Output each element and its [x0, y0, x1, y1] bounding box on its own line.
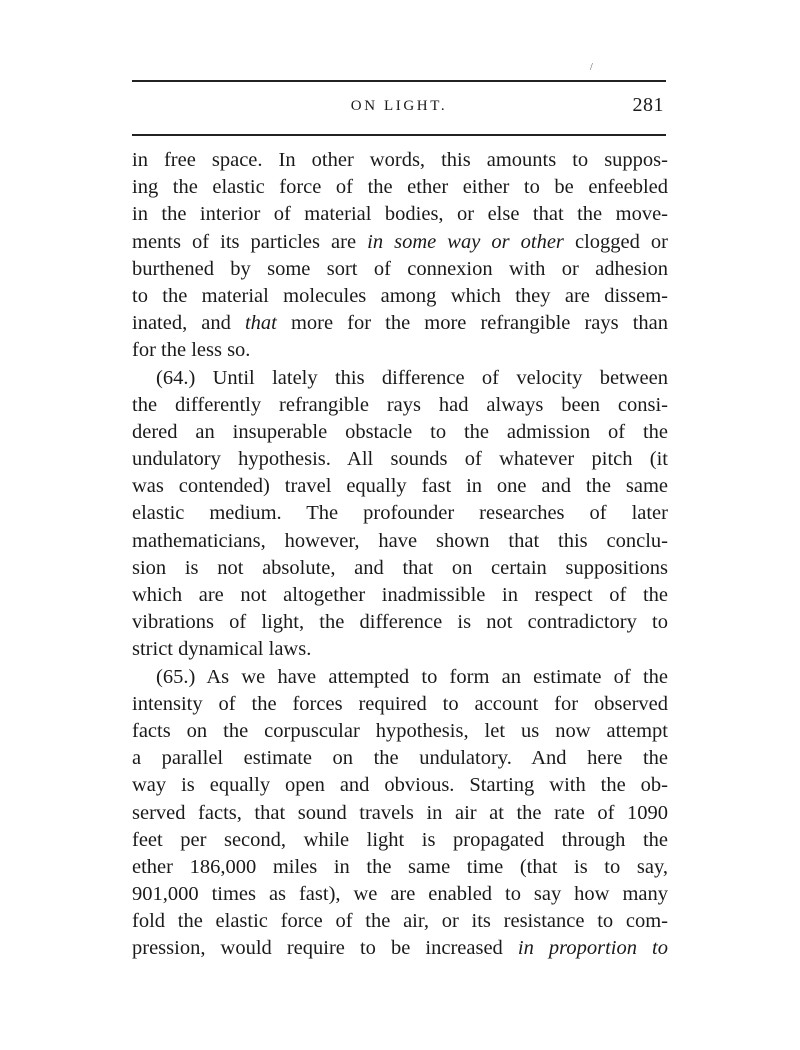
text-line: dered an insuperable obstacle to the admission of the	[132, 420, 668, 443]
text-line: feet per second, while light is propagated through the	[132, 828, 668, 851]
text-line: pression, would require to be increased in proportion to	[132, 937, 668, 960]
text-line: served facts, that sound travels in air at the rate of 1090	[132, 801, 668, 824]
text-line: burthened by some sort of connexion with or adhesion	[132, 257, 668, 280]
text-line: ether 186,000 miles in the same time (that is to say,	[132, 855, 668, 878]
paragraph-65-start: (65.) As we have attempted to form an estimate of the	[156, 665, 668, 688]
paragraph-end-line: for the less so.	[132, 339, 251, 362]
running-title: ON LIGHT.	[350, 98, 448, 114]
italic-phrase: in some way or other	[367, 230, 564, 253]
text-line: undulatory hypothesis. All sounds of whatever pitch (it	[132, 448, 668, 471]
page-body	[132, 147, 668, 963]
text-line: way is equally open and obvious. Starting with the ob-	[132, 774, 668, 797]
text-line: to the material molecules among which they are dissem-	[132, 284, 668, 307]
text-line: in the interior of material bodies, or else that the move-	[132, 203, 668, 226]
text-line: elastic medium. The profounder researches of later	[132, 502, 668, 525]
stray-mark: /	[590, 62, 593, 73]
text-line: was contended) travel equally fast in one and the same	[132, 475, 668, 498]
text-line: a parallel estimate on the undulatory. And here the	[132, 747, 668, 770]
page-number: 281	[632, 94, 664, 116]
text-line: ments of its particles are in some way or other clogged or	[132, 230, 668, 253]
text-line: vibrations of light, the difference is not contradictory to	[132, 611, 668, 634]
header-rule-bottom	[132, 134, 666, 136]
text-line: intensity of the forces required to account for observed	[132, 692, 668, 715]
text-line: sion is not absolute, and that on certain suppositions	[132, 556, 668, 579]
text-line: inated, and that more for the more refrangible rays than	[132, 312, 668, 335]
text-line: mathematicians, however, have shown that this conclu-	[132, 529, 668, 552]
header-rule-top	[132, 80, 666, 82]
text-line: 901,000 times as fast), we are enabled to say how many	[132, 883, 668, 906]
italic-phrase: that	[244, 312, 277, 335]
text-line: the differently refrangible rays had always been consi-	[132, 393, 668, 416]
paragraph-64-start: (64.) Until lately this difference of velocity between	[156, 366, 668, 389]
paragraph-end-line: strict dynamical laws.	[132, 638, 312, 661]
text-line: which are not altogether inadmissible in respect of the	[132, 584, 668, 606]
text-line: facts on the corpuscular hypothesis, let us now attempt	[132, 719, 668, 742]
text-line: fold the elastic force of the air, or its resistance to com-	[132, 910, 668, 933]
italic-phrase: in proportion to	[517, 937, 668, 960]
text-line: ing the elastic force of the ether either to be enfeebled	[132, 176, 668, 199]
running-head	[132, 94, 666, 120]
text-line: in free space. In other words, this amounts to suppos-	[132, 149, 668, 171]
